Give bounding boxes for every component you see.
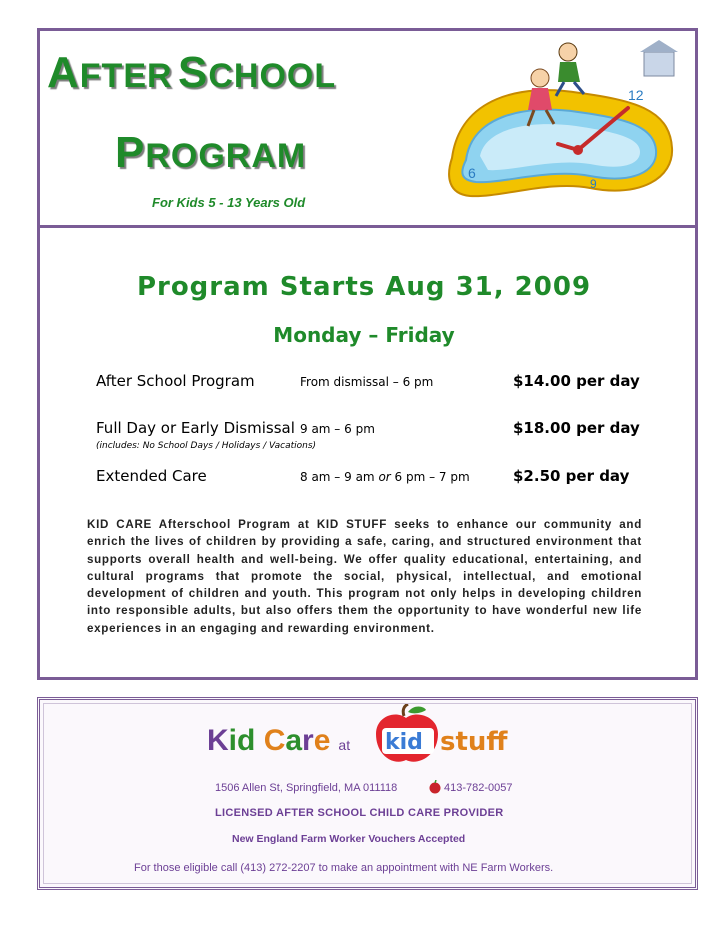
title-line-1: AFTER SCHOOL — [47, 48, 337, 97]
licensed-provider: LICENSED AFTER SCHOOL CHILD CARE PROVIDER — [215, 807, 504, 819]
program-days: Monday – Friday — [273, 323, 455, 347]
title-line-2: PROGRAM — [115, 128, 307, 177]
price-row-time: From dismissal – 6 pm — [300, 375, 434, 389]
svg-text:kid: kid — [385, 730, 423, 755]
price-row-name: After School Program — [96, 372, 255, 390]
price-row-name: Extended Care — [96, 467, 207, 485]
eligibility-note: For those eligible call (413) 272-2207 to make an appointment with NE Farm Workers. — [134, 862, 554, 874]
svg-text:stuff: stuff — [440, 727, 508, 757]
subtitle: For Kids 5 - 13 Years Old — [152, 195, 306, 210]
price-row-price: $14.00 per day — [513, 372, 640, 390]
price-note: (includes: No School Days / Holidays / Vacations) — [96, 441, 317, 451]
svg-text:12: 12 — [628, 87, 644, 103]
kid-stuff-logo — [372, 704, 522, 768]
price-row-time: 8 am – 9 am or 6 pm – 7 pm — [300, 470, 470, 484]
program-description: KID CARE Afterschool Program at KID STUFF seeks to enhance our community and enrich the lives of children by providing a safe, caring, and structured environment that supports overall health and well-being. We offer quality educational, entertaining, and cultural programs that promote the social, physical, intellectual, and emotional development of children and youth. This program not only helps in developing children into responsible adults, but also offers them the opportunity to have wonderful new life experiences in an engaging and rewarding environment. — [87, 518, 642, 635]
price-row-price: $18.00 per day — [513, 419, 640, 437]
program-start-heading: Program Starts Aug 31, 2009 — [136, 272, 592, 302]
clock-illustration-icon — [440, 38, 685, 218]
apple-icon — [428, 780, 442, 794]
phone-number: 413-782-0057 — [444, 782, 513, 794]
price-row-name: Full Day or Early Dismissal — [96, 419, 295, 437]
address: 1506 Allen St, Springfield, MA 011118 — [215, 782, 398, 794]
svg-text:6: 6 — [468, 165, 476, 181]
price-row-price: $2.50 per day — [513, 467, 630, 485]
price-row-time: 9 am – 6 pm — [300, 422, 375, 436]
vouchers-accepted: New England Farm Worker Vouchers Accepted — [232, 833, 466, 845]
kid-care-title: Kid Care at — [207, 724, 351, 757]
svg-text:9: 9 — [590, 177, 597, 191]
